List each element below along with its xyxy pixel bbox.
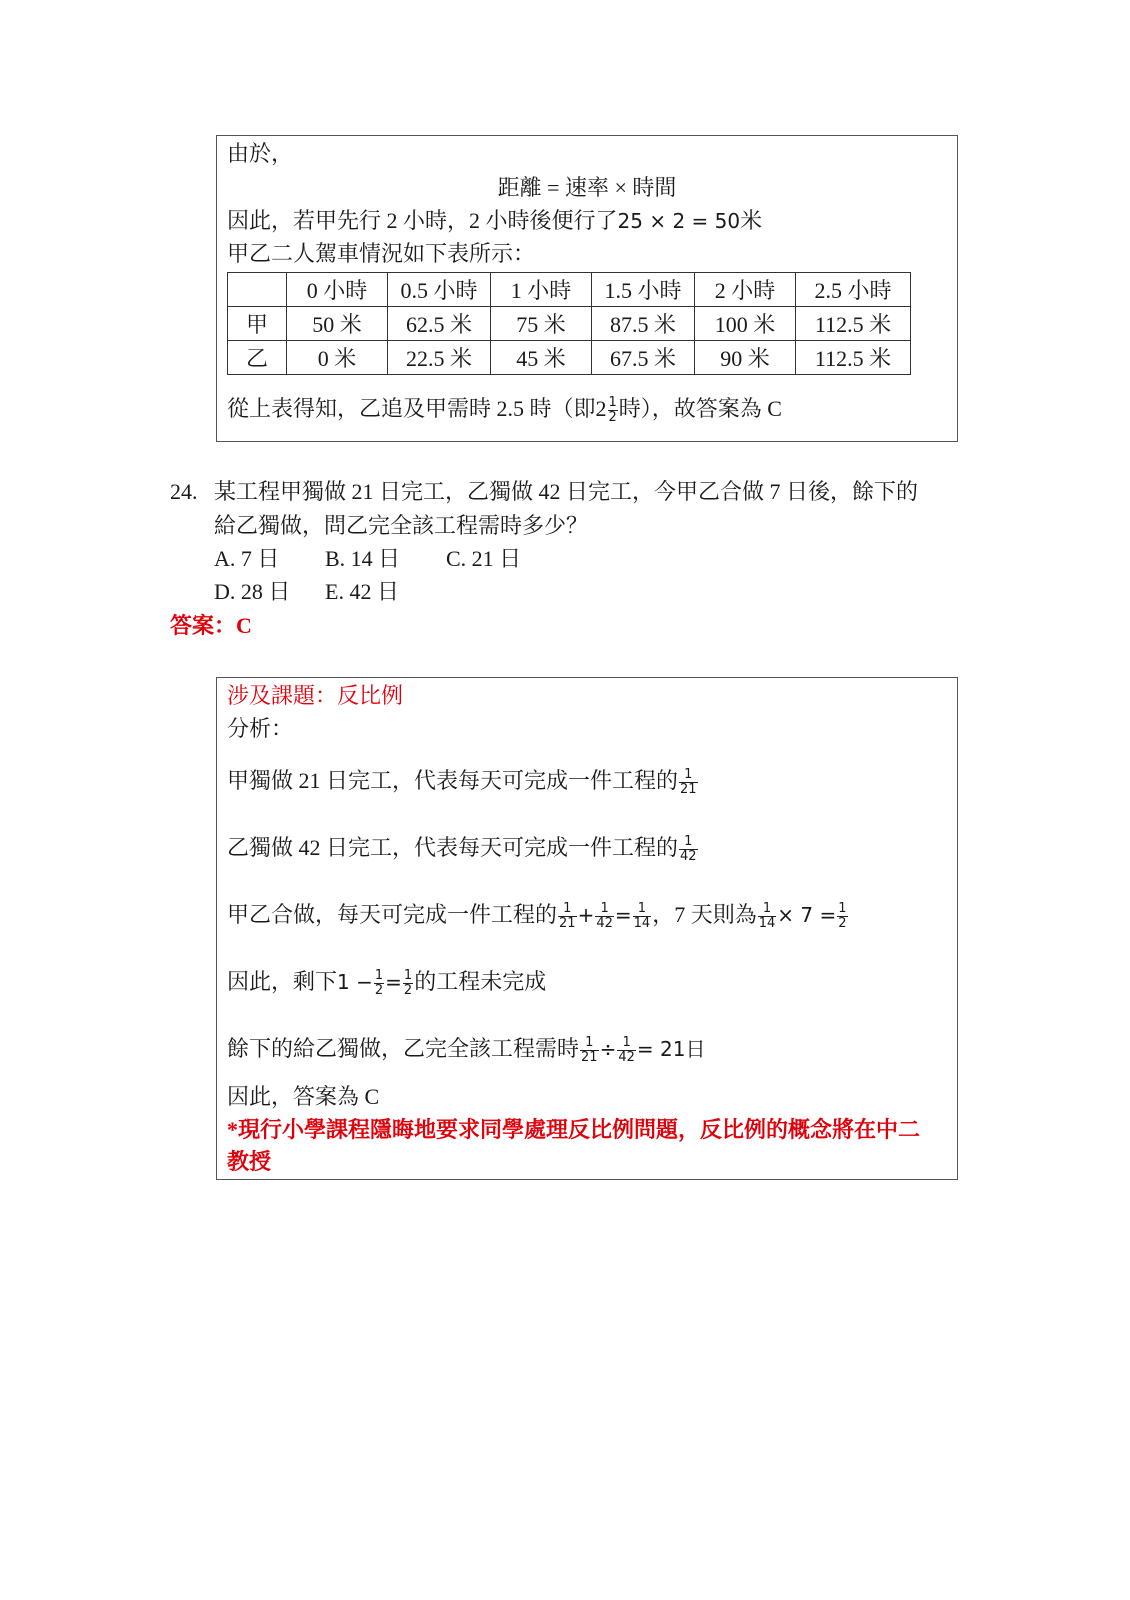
option-b: B. 14 日	[325, 546, 401, 571]
question-number: 24.	[170, 479, 198, 504]
table-header-cell: 1.5 小時	[592, 273, 695, 307]
fraction: $\frac{1}{42}$	[596, 901, 613, 932]
topic-label: 涉及課題：反比例	[227, 683, 404, 708]
solution-box-2	[216, 677, 958, 1180]
analysis-line-2: 乙獨做 42 日完工，代表每天可完成一件工程的 $\frac{1}{42}$	[227, 834, 697, 865]
table-cell: 100 米	[695, 307, 796, 341]
table-cell: 75 米	[491, 307, 592, 341]
analysis-line-1: 甲獨做 21 日完工，代表每天可完成一件工程的 $\frac{1}{21}$	[227, 767, 697, 798]
table-conclusion: 從上表得知，乙追及甲需時 2.5 時（即2 $\frac{1}{2}$ 時），故答案為 C	[227, 395, 782, 426]
analysis-label: 分析：	[227, 716, 294, 741]
table-cell: 90 米	[695, 341, 796, 375]
analysis-line-5: 餘下的給乙獨做，乙完全該工程需時 $\frac{1}{21}$ ÷ $\frac{1}{42}$ = 21日	[227, 1035, 706, 1066]
answer-label: 答案：C	[170, 613, 252, 638]
fraction: $\frac{1}{42}$	[618, 1035, 635, 1066]
table-header-cell: 1 小時	[491, 273, 592, 307]
table-header-cell: 2.5 小時	[796, 273, 911, 307]
analysis-line-4: 因此，剩下1 − $\frac{1}{2}$ = $\frac{1}{2}$ 的工程未完成	[227, 968, 547, 999]
solution-box-1	[216, 135, 958, 442]
therefore-line: 因此，若甲先行 2 小時，2 小時後便行了25 × 2 = 50米	[227, 208, 763, 233]
curriculum-note-line2: 教授	[227, 1149, 272, 1174]
option-a: A. 7 日	[214, 546, 280, 571]
fraction: $\frac{1}{42}$	[680, 834, 697, 865]
table-cell: 乙	[228, 341, 287, 375]
option-d: D. 28 日	[214, 579, 291, 604]
fraction: $\frac{1}{2}$	[374, 968, 384, 999]
fraction: $\frac{1}{2}$	[608, 395, 617, 426]
fraction: $\frac{1}{21}$	[680, 767, 697, 798]
question-text-line2: 給乙獨做，問乙完全該工程需時多少？	[214, 513, 589, 538]
table-cell: 50 米	[287, 307, 388, 341]
table-header-cell: 0.5 小時	[388, 273, 491, 307]
table-cell: 62.5 米	[388, 307, 491, 341]
table-header-row	[228, 273, 911, 307]
question-text-line1: 某工程甲獨做 21 日完工，乙獨做 42 日完工，今甲乙合做 7 日後，餘下的	[214, 479, 919, 504]
table-row	[228, 341, 911, 375]
table-header-cell: 2 小時	[695, 273, 796, 307]
fraction: $\frac{1}{21}$	[559, 901, 576, 932]
table-cell: 112.5 米	[796, 341, 911, 375]
table-cell: 22.5 米	[388, 341, 491, 375]
table-row	[228, 307, 911, 341]
fraction: $\frac{1}{2}$	[403, 968, 413, 999]
distance-table	[227, 272, 911, 375]
table-cell: 87.5 米	[592, 307, 695, 341]
fraction: $\frac{1}{2}$	[838, 901, 847, 932]
fraction: $\frac{1}{21}$	[581, 1035, 598, 1066]
table-header-cell: 0 小時	[287, 273, 388, 307]
box2-conclusion: 因此，答案為 C	[227, 1084, 380, 1109]
table-header-cell	[228, 273, 287, 307]
fraction: $\frac{1}{14}$	[758, 901, 776, 932]
table-cell: 67.5 米	[592, 341, 695, 375]
distance-formula: 距離 = 速率 × 時間	[497, 175, 677, 200]
option-c: C. 21 日	[446, 546, 522, 571]
table-cell: 112.5 米	[796, 307, 911, 341]
curriculum-note-line1: *現行小學課程隱晦地要求同學處理反比例問題，反比例的概念將在中二	[227, 1117, 921, 1142]
table-intro: 甲乙二人駕車情況如下表所示：	[227, 241, 536, 266]
since-text: 由於，	[227, 141, 294, 166]
option-e: E. 42 日	[325, 579, 399, 604]
table-cell: 45 米	[491, 341, 592, 375]
fraction: $\frac{1}{14}$	[633, 901, 651, 932]
analysis-line-3: 甲乙合做，每天可完成一件工程的 $\frac{1}{21}$ + $\frac{1}{42}$ = $\frac{1}{14}$ ，7 天則為 $\frac{1}{14}$ × 7 = $\frac{1}{2}$	[227, 901, 847, 932]
table-cell: 0 米	[287, 341, 388, 375]
table-cell: 甲	[228, 307, 287, 341]
